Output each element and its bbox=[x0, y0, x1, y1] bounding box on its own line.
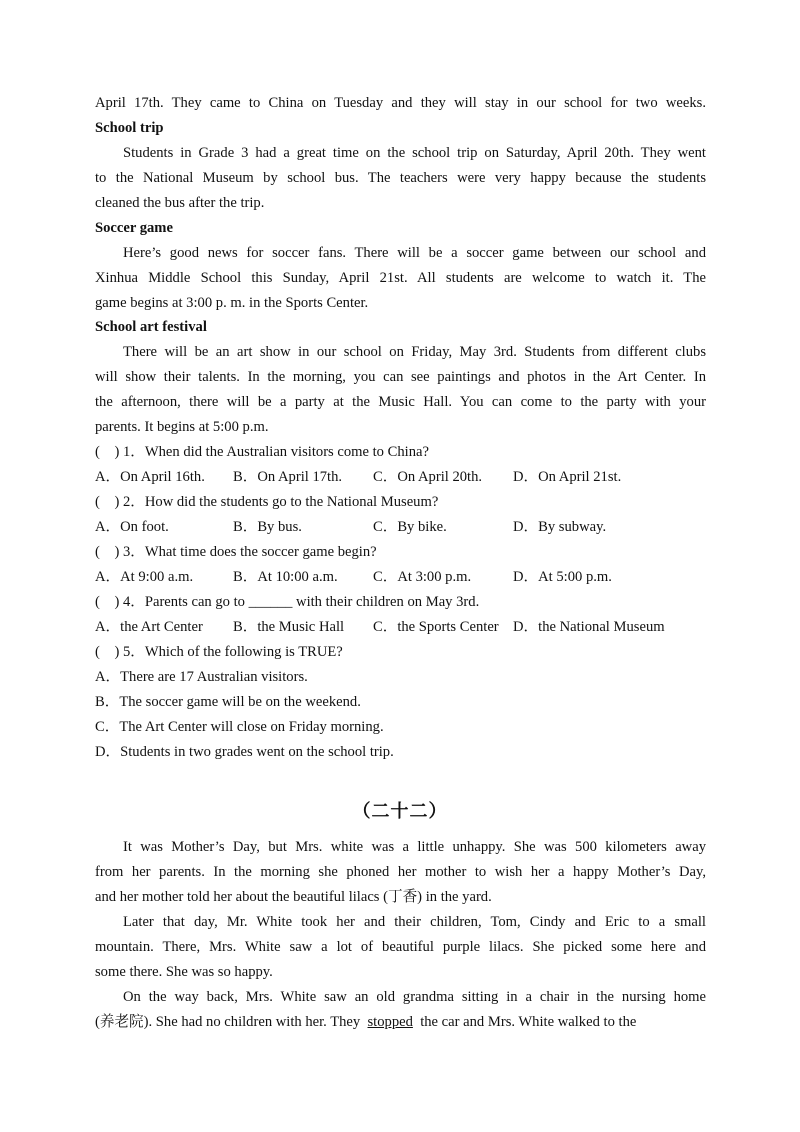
answer-option: B．On April 17th. bbox=[233, 469, 343, 485]
question-stem: ( ) 2．How did the students go to the National Museum? bbox=[95, 494, 439, 510]
passage-line: parents. It begins at 5:00 p.m. bbox=[95, 419, 269, 435]
answer-option: A．On foot. bbox=[95, 519, 169, 535]
passage-line: On the way back, Mrs. White saw an old grandma sitting in a chair in the nursing home bbox=[123, 989, 706, 1005]
passage-line: game begins at 3:00 p. m. in the Sports Center. bbox=[95, 295, 369, 311]
answer-option: D．By subway. bbox=[513, 519, 607, 535]
section-heading-school-trip: School trip bbox=[95, 120, 164, 136]
passage-line: to the National Museum by school bus. The teachers were very happy because the students bbox=[95, 170, 706, 186]
answer-option: B．At 10:00 a.m. bbox=[233, 569, 338, 585]
answer-option: A．On April 16th. bbox=[95, 469, 205, 485]
answer-option: A．At 9:00 a.m. bbox=[95, 569, 194, 585]
answer-option: B．By bus. bbox=[233, 519, 302, 535]
answer-option: A．There are 17 Australian visitors. bbox=[95, 669, 308, 685]
passage-line: and her mother told her about the beautiful lilacs (丁香) in the yard. bbox=[95, 889, 492, 905]
section-heading-art-festival: School art festival bbox=[95, 319, 207, 335]
passage-line: Here’s good news for soccer fans. There will be a soccer game between our school and bbox=[123, 245, 706, 261]
passage-line: It was Mother’s Day, but Mrs. white was a little unhappy. She was 500 kilometers away bbox=[123, 839, 706, 855]
passage-text: the car and Mrs. White walked to the bbox=[420, 1014, 637, 1030]
answer-option: C．At 3:00 p.m. bbox=[373, 569, 472, 585]
answer-option: C．the Sports Center bbox=[373, 619, 499, 635]
passage-line: some there. She was so happy. bbox=[95, 964, 273, 980]
passage-line: Students in Grade 3 had a great time on the school trip on Saturday, April 20th. They went bbox=[123, 145, 706, 161]
answer-option: D．On April 21st. bbox=[513, 469, 622, 485]
answer-option: D．At 5:00 p.m. bbox=[513, 569, 612, 585]
underlined-word: stopped bbox=[367, 1014, 413, 1030]
passage-line: mountain. There, Mrs. White saw a lot of beautiful purple lilacs. She picked some here and bbox=[95, 939, 706, 955]
passage-line: cleaned the bus after the trip. bbox=[95, 195, 265, 211]
answer-option: C．The Art Center will close on Friday morning. bbox=[95, 719, 384, 735]
passage-line: April 17th. They came to China on Tuesday and they will stay in our school for two weeks. bbox=[95, 95, 706, 111]
passage-line: Later that day, Mr. White took her and their children, Tom, Cindy and Eric to a small bbox=[123, 914, 706, 930]
answer-option: A．the Art Center bbox=[95, 619, 203, 635]
passage-line: There will be an art show in our school on Friday, May 3rd. Students from different clubs bbox=[123, 344, 706, 360]
answer-option: C．By bike. bbox=[373, 519, 447, 535]
passage-text: (养老院). She had no children with her. They bbox=[95, 1014, 361, 1030]
answer-option: B．the Music Hall bbox=[233, 619, 345, 635]
passage-line: from her parents. In the morning she phoned her mother to wish her a happy Mother’s Day, bbox=[95, 864, 706, 880]
passage-line bbox=[95, 1012, 706, 1032]
question-stem: ( ) 1．When did the Australian visitors come to China? bbox=[95, 444, 429, 460]
answer-option: D．the National Museum bbox=[513, 619, 665, 635]
question-stem: ( ) 5．Which of the following is TRUE? bbox=[95, 644, 343, 660]
passage-line: the afternoon, there will be a party at the Music Hall. You can come to the party with your bbox=[95, 394, 706, 410]
section-heading-soccer-game: Soccer game bbox=[95, 220, 173, 236]
passage-line: Xinhua Middle School this Sunday, April 21st. All students are welcome to watch it. The bbox=[95, 270, 706, 286]
answer-option: B．The soccer game will be on the weekend. bbox=[95, 694, 361, 710]
passage-line: will show their talents. In the morning, you can see paintings and photos in the Art Center. In bbox=[95, 369, 706, 385]
question-stem: ( ) 4．Parents can go to ______ with their children on May 3rd. bbox=[95, 594, 480, 610]
question-stem: ( ) 3．What time does the soccer game begin? bbox=[95, 544, 377, 560]
answer-option: D．Students in two grades went on the school trip. bbox=[95, 744, 394, 760]
section-title: （二十二） bbox=[352, 801, 448, 821]
answer-option: C．On April 20th. bbox=[373, 469, 483, 485]
